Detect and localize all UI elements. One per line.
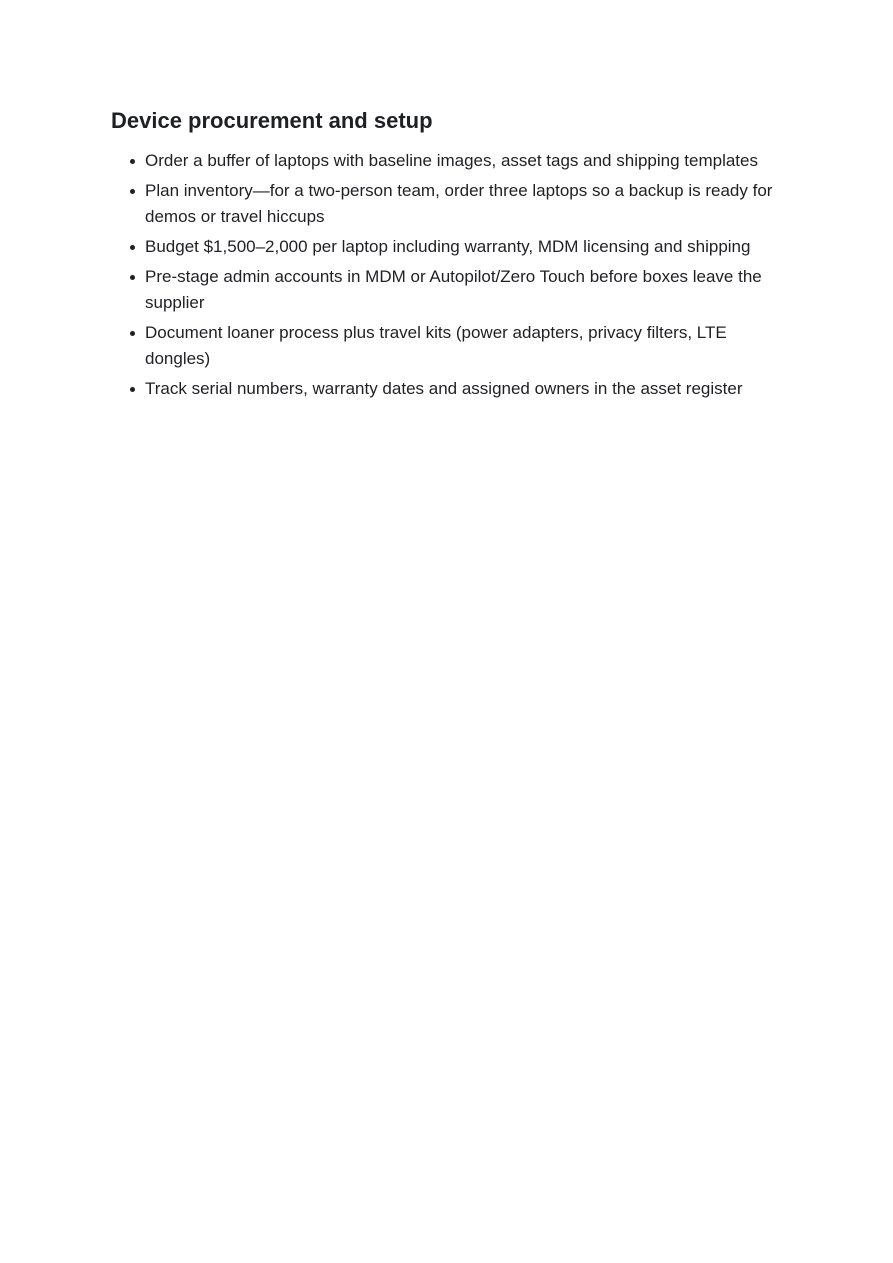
list-item	[111, 148, 791, 174]
bullet-dot-icon	[130, 189, 135, 194]
section-heading: Device procurement and setup	[111, 108, 433, 133]
list-item	[111, 320, 791, 372]
list-item-text: Track serial numbers, warranty dates and assigned owners in the asset register	[145, 379, 743, 398]
bullet-dot-icon	[130, 245, 135, 250]
list-item	[111, 234, 791, 260]
bullet-dot-icon	[130, 159, 135, 164]
bullet-dot-icon	[130, 275, 135, 280]
procurement-section	[111, 106, 791, 406]
list-item-text: Order a buffer of laptops with baseline images, asset tags and shipping templates	[145, 151, 758, 170]
bullet-dot-icon	[130, 331, 135, 336]
list-item-text: Pre-stage admin accounts in MDM or Autopilot/Zero Touch before boxes leave the supplier	[145, 267, 762, 312]
list-item	[111, 376, 791, 402]
list-item	[111, 264, 791, 316]
list-item	[111, 178, 791, 230]
list-item-text: Document loaner process plus travel kits (power adapters, privacy filters, LTE dongles)	[145, 323, 727, 368]
list-item-text: Budget $1,500–2,000 per laptop including warranty, MDM licensing and shipping	[145, 237, 751, 256]
list-item-text: Plan inventory—for a two-person team, order three laptops so a backup is ready for demos or travel hiccups	[145, 181, 773, 226]
bullet-dot-icon	[130, 387, 135, 392]
bullet-list	[111, 148, 791, 402]
